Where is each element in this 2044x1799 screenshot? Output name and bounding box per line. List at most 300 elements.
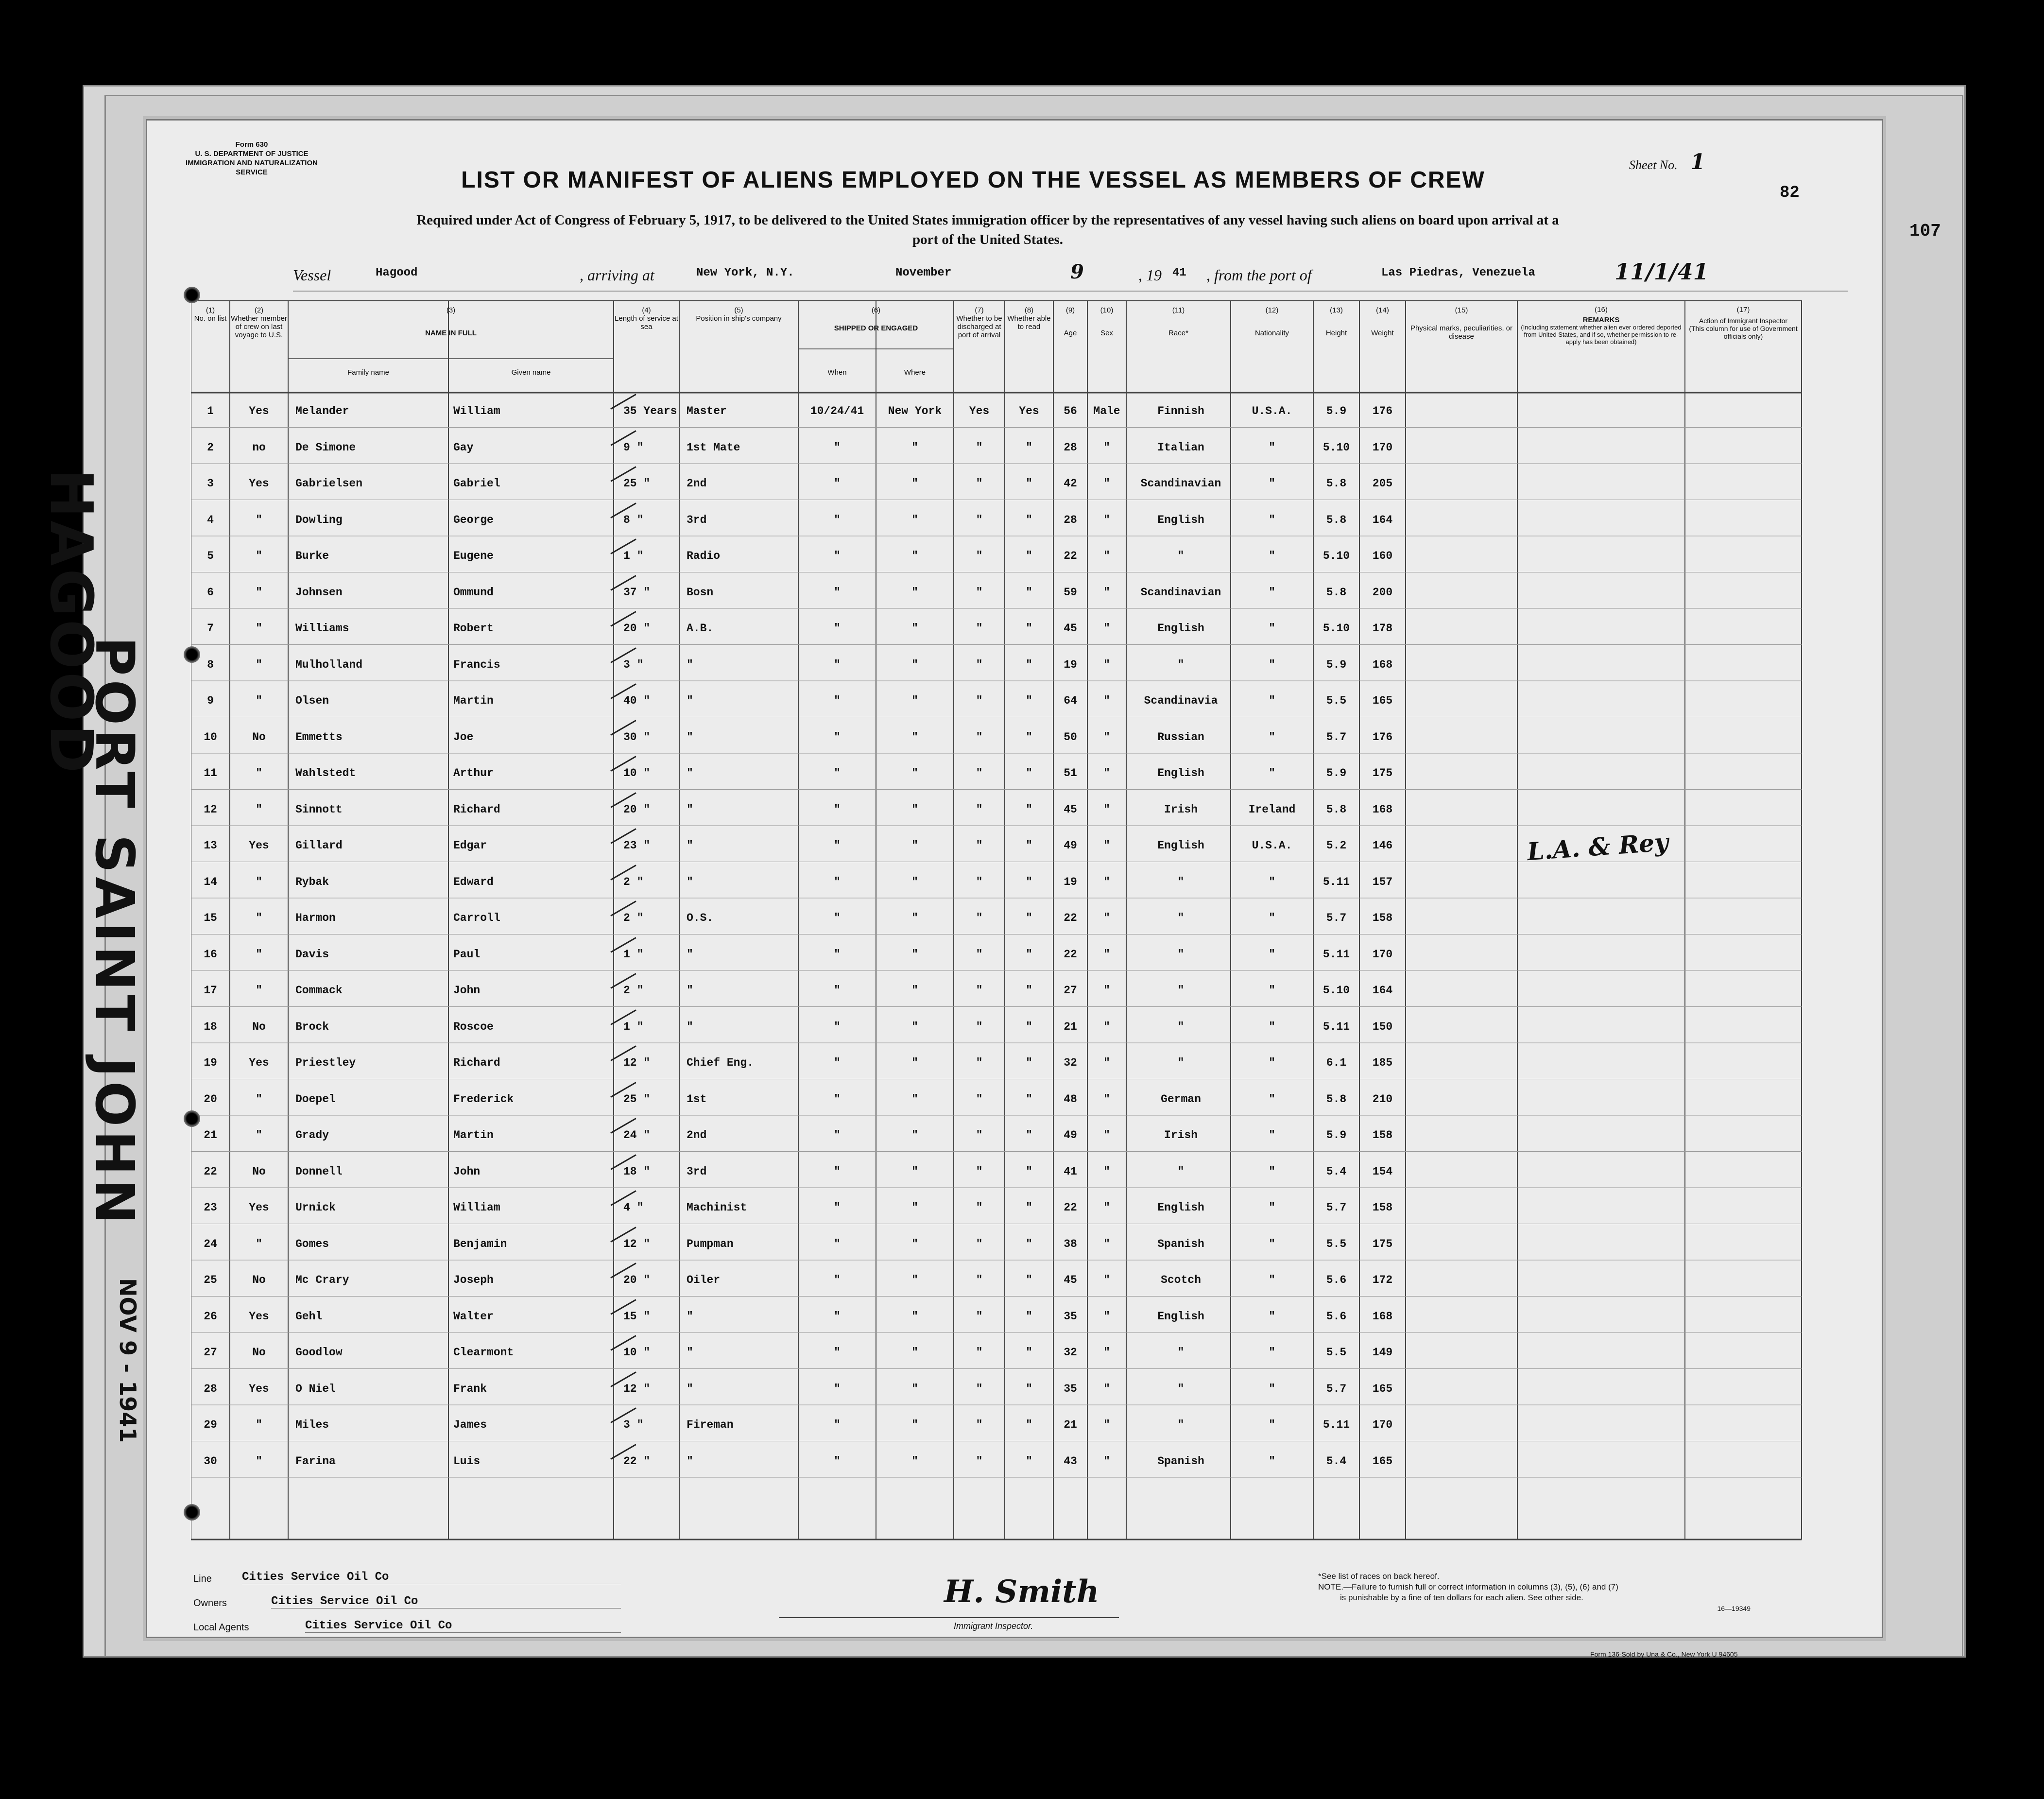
cell-position: 3rd — [687, 1165, 707, 1178]
cell-where: " — [911, 586, 918, 599]
cell-sex: " — [1103, 1454, 1110, 1468]
cell-no: 5 — [207, 550, 214, 562]
cell-nationality: " — [1269, 1092, 1275, 1106]
cell-age: 22 — [1064, 948, 1077, 961]
cell-prev: Yes — [249, 477, 269, 490]
cell-race: English — [1157, 513, 1204, 526]
cell-read: " — [1026, 803, 1032, 816]
cell-no: 28 — [204, 1382, 217, 1395]
arrival-year: 41 — [1172, 266, 1186, 279]
owners-value: Cities Service Oil Co — [271, 1595, 621, 1609]
cell-family: Donnell — [295, 1165, 343, 1178]
cell-given: Edward — [453, 875, 494, 888]
cell-nationality: U.S.A. — [1252, 405, 1292, 417]
cell-read: " — [1026, 1310, 1032, 1323]
cell-weight: 175 — [1372, 1237, 1393, 1250]
cell-discharge: " — [976, 1418, 983, 1431]
from-label: , from the port of — [1206, 266, 1312, 284]
header-previous-voyage: (2) Whether member of crew on last voyage to U.S. — [231, 306, 287, 339]
cell-where: " — [911, 1418, 918, 1431]
cell-age: 35 — [1064, 1310, 1077, 1323]
cell-read: Yes — [1019, 405, 1039, 417]
cell-given: John — [453, 1165, 481, 1178]
signature-line — [779, 1617, 1119, 1618]
header-height: (13) Height — [1325, 306, 1347, 337]
cell-age: 19 — [1064, 875, 1077, 888]
cell-position: Oiler — [687, 1274, 721, 1286]
cell-no: 14 — [204, 875, 217, 888]
cell-prev: No — [252, 730, 266, 744]
cell-height: 5.8 — [1326, 586, 1347, 599]
cell-family: Harmon — [295, 912, 336, 924]
cell-read: " — [1026, 839, 1032, 852]
cell-height: 5.6 — [1326, 1274, 1347, 1286]
cell-age: 45 — [1064, 1274, 1077, 1286]
sheet-number: 1 — [1690, 150, 1705, 174]
vessel-name: Hagood — [376, 266, 418, 279]
cell-when: " — [834, 586, 841, 599]
cell-no: 9 — [207, 694, 214, 707]
cell-sex: Male — [1093, 405, 1120, 417]
cell-where: " — [911, 622, 918, 635]
cell-height: 5.7 — [1326, 912, 1347, 924]
cell-weight: 178 — [1372, 622, 1393, 635]
cell-nationality: " — [1269, 875, 1275, 888]
cell-where: " — [911, 1201, 918, 1214]
year-label: , 19 — [1138, 266, 1162, 284]
cell-height: 5.4 — [1326, 1165, 1347, 1178]
cell-prev: Yes — [249, 1310, 269, 1323]
cell-age: 22 — [1064, 1201, 1077, 1214]
cell-discharge: " — [976, 1346, 983, 1359]
cell-family: De Simone — [295, 441, 356, 454]
cell-race: " — [1177, 1418, 1185, 1431]
cell-given: Gay — [453, 441, 474, 454]
cell-nationality: " — [1269, 1382, 1275, 1395]
cell-sex: " — [1103, 622, 1110, 635]
cell-discharge: " — [976, 513, 983, 526]
cell-discharge: " — [976, 1165, 983, 1178]
cell-race: English — [1157, 839, 1204, 852]
cell-when: " — [834, 1346, 841, 1359]
cell-service: 18 " — [623, 1165, 651, 1178]
cell-discharge: " — [976, 948, 983, 961]
cell-given: Walter — [453, 1310, 494, 1323]
cell-when: " — [834, 1454, 841, 1468]
cell-height: 5.10 — [1323, 984, 1350, 997]
cell-family: Sinnott — [295, 803, 343, 816]
cell-service: 8 " — [623, 513, 644, 526]
cell-discharge: " — [976, 1129, 983, 1142]
cell-when: " — [834, 550, 841, 562]
cell-height: 5.9 — [1326, 1129, 1347, 1142]
cell-family: Mulholland — [295, 658, 363, 671]
cell-read: " — [1026, 1201, 1032, 1214]
cell-nationality: " — [1269, 1237, 1275, 1250]
cell-sex: " — [1103, 1237, 1110, 1250]
cell-service: 24 " — [623, 1129, 651, 1142]
cell-no: 12 — [204, 803, 217, 816]
vessel-label: Vessel — [293, 266, 331, 284]
cell-given: Martin — [453, 694, 494, 707]
cell-discharge: " — [976, 803, 983, 816]
cell-where: " — [911, 875, 918, 888]
cell-service: 1 " — [623, 1020, 644, 1033]
cell-discharge: " — [976, 441, 983, 454]
cell-read: " — [1026, 730, 1032, 744]
header-family-name: Family name — [347, 368, 389, 377]
cell-prev: Yes — [249, 1382, 269, 1395]
cell-where: " — [911, 1129, 918, 1142]
cell-no: 27 — [204, 1346, 217, 1359]
cell-when: 10/24/41 — [810, 405, 864, 417]
cell-where: " — [911, 839, 918, 852]
cell-prev: No — [252, 1020, 266, 1033]
cell-height: 5.9 — [1326, 405, 1347, 417]
header-sex: (10) Sex — [1100, 306, 1114, 337]
cell-height: 5.11 — [1323, 1418, 1350, 1431]
cell-read: " — [1026, 513, 1032, 526]
cell-height: 5.9 — [1326, 658, 1347, 671]
cell-prev: " — [256, 550, 262, 562]
cell-when: " — [834, 1382, 841, 1395]
side-number: 107 — [1909, 221, 1941, 241]
cell-discharge: " — [976, 839, 983, 852]
cell-no: 29 — [204, 1418, 217, 1431]
cell-sex: " — [1103, 1418, 1110, 1431]
cell-height: 5.7 — [1326, 730, 1347, 744]
cell-position: " — [687, 1382, 693, 1395]
cell-race: " — [1177, 1382, 1185, 1395]
cell-race: " — [1177, 948, 1185, 961]
cell-when: " — [834, 694, 841, 707]
cell-age: 28 — [1064, 513, 1077, 526]
cell-family: Mc Crary — [295, 1274, 349, 1286]
cell-given: Martin — [453, 1129, 494, 1142]
cell-discharge: " — [976, 1056, 983, 1069]
cell-prev: " — [256, 1237, 262, 1250]
cell-weight: 205 — [1372, 477, 1393, 490]
line-value: Cities Service Oil Co — [242, 1571, 621, 1584]
header-nationality: (12) Nationality — [1254, 306, 1289, 337]
cell-position: " — [687, 1020, 693, 1033]
cell-race: Russian — [1157, 730, 1204, 744]
footer-notes: *See list of races on back hereof. NOTE.—Failure to furnish full or correct information in columns (3), (5), (6) and (7) is punishable by a fine of ten dollars for each alien. See other side. 16—19349 — [1318, 1572, 1751, 1612]
cell-family: Goodlow — [295, 1346, 343, 1359]
cell-sex: " — [1103, 513, 1110, 526]
cell-race: " — [1177, 1020, 1185, 1033]
cell-family: Farina — [295, 1454, 336, 1468]
cell-race: English — [1157, 1310, 1204, 1323]
cell-where: " — [911, 1382, 918, 1395]
cell-weight: 157 — [1372, 875, 1393, 888]
cell-age: 64 — [1064, 694, 1077, 707]
cell-prev: " — [256, 622, 262, 635]
cell-read: " — [1026, 1346, 1032, 1359]
cell-family: O Niel — [295, 1382, 336, 1395]
cell-no: 23 — [204, 1201, 217, 1214]
cell-when: " — [834, 1310, 841, 1323]
cell-prev: Yes — [249, 1056, 269, 1069]
cell-sex: " — [1103, 441, 1110, 454]
cell-family: Priestley — [295, 1056, 356, 1069]
cell-sex: " — [1103, 694, 1110, 707]
cell-given: Luis — [453, 1454, 481, 1468]
cell-read: " — [1026, 948, 1032, 961]
cell-no: 30 — [204, 1454, 217, 1468]
cell-family: Doepel — [295, 1092, 336, 1106]
cell-family: Williams — [295, 622, 349, 635]
cell-weight: 170 — [1372, 948, 1393, 961]
cell-read: " — [1026, 622, 1032, 635]
origin-port: Las Piedras, Venezuela — [1381, 266, 1535, 279]
cell-no: 13 — [204, 839, 217, 852]
cell-prev: " — [256, 513, 262, 526]
cell-nationality: " — [1269, 1020, 1275, 1033]
cell-age: 48 — [1064, 1092, 1077, 1106]
cell-family: Dowling — [295, 513, 343, 526]
page-title: LIST OR MANIFEST OF ALIENS EMPLOYED ON THE VESSEL AS MEMBERS OF CREW — [461, 167, 1485, 193]
cell-prev: no — [252, 441, 266, 454]
cell-sex: " — [1103, 912, 1110, 924]
cell-sex: " — [1103, 1382, 1110, 1395]
cell-position: " — [687, 1454, 693, 1468]
cell-sex: " — [1103, 948, 1110, 961]
cell-when: " — [834, 730, 841, 744]
handwritten-date: 11/1/41 — [1615, 259, 1709, 285]
cell-service: 15 " — [623, 1310, 651, 1323]
cell-nationality: Ireland — [1248, 803, 1296, 816]
cell-position: Bosn — [687, 586, 714, 599]
cell-sex: " — [1103, 477, 1110, 490]
cell-given: Gabriel — [453, 477, 500, 490]
cell-family: Brock — [295, 1020, 329, 1033]
cell-age: 45 — [1064, 622, 1077, 635]
cell-service: 25 " — [623, 477, 651, 490]
cell-weight: 150 — [1372, 1020, 1393, 1033]
cell-where: " — [911, 1310, 918, 1323]
cell-given: Benjamin — [453, 1237, 507, 1250]
vessel-stamp: HAGOOD — [37, 469, 104, 776]
cell-when: " — [834, 984, 841, 997]
cell-race: " — [1177, 1346, 1185, 1359]
cell-given: John — [453, 984, 481, 997]
cell-race: Spanish — [1157, 1454, 1204, 1468]
cell-family: Gabrielsen — [295, 477, 363, 490]
cell-position: 1st Mate — [687, 441, 740, 454]
cell-family: Davis — [295, 948, 329, 961]
cell-sex: " — [1103, 1201, 1110, 1214]
cell-where: " — [911, 984, 918, 997]
cell-position: " — [687, 694, 693, 707]
cell-discharge: " — [976, 730, 983, 744]
cell-read: " — [1026, 1129, 1032, 1142]
cell-position: Radio — [687, 550, 721, 562]
cell-race: " — [1177, 1056, 1185, 1069]
cell-service: 10 " — [623, 1346, 651, 1359]
cell-discharge: " — [976, 1454, 983, 1468]
cell-read: " — [1026, 477, 1032, 490]
cell-race: Scandinavian — [1140, 586, 1221, 599]
cell-age: 21 — [1064, 1418, 1077, 1431]
cell-prev: Yes — [249, 1201, 269, 1214]
cell-where: " — [911, 1020, 918, 1033]
cell-nationality: " — [1269, 658, 1275, 671]
cell-no: 10 — [204, 730, 217, 744]
cell-nationality: " — [1269, 1056, 1275, 1069]
cell-family: Melander — [295, 405, 349, 417]
cell-no: 25 — [204, 1274, 217, 1286]
cell-height: 5.11 — [1323, 948, 1350, 961]
cell-family: Urnick — [295, 1201, 336, 1214]
cell-discharge: " — [976, 1092, 983, 1106]
cell-service: 2 " — [623, 875, 644, 888]
cell-read: " — [1026, 767, 1032, 779]
cell-discharge: " — [976, 694, 983, 707]
cell-nationality: " — [1269, 550, 1275, 562]
cell-position: Machinist — [687, 1201, 747, 1214]
cell-nationality: " — [1269, 1129, 1275, 1142]
cell-height: 5.8 — [1326, 1092, 1347, 1106]
cell-where: " — [911, 550, 918, 562]
cell-age: 28 — [1064, 441, 1077, 454]
cell-service: 3 " — [623, 1418, 644, 1431]
cell-prev: " — [256, 658, 262, 671]
cell-race: English — [1157, 622, 1204, 635]
cell-age: 49 — [1064, 839, 1077, 852]
cell-position: " — [687, 803, 693, 816]
cell-race: German — [1161, 1092, 1201, 1106]
cell-sex: " — [1103, 1129, 1110, 1142]
cell-height: 5.10 — [1323, 622, 1350, 635]
cell-family: Gomes — [295, 1237, 329, 1250]
cell-age: 32 — [1064, 1346, 1077, 1359]
cell-age: 22 — [1064, 550, 1077, 562]
cell-service: 37 " — [623, 586, 651, 599]
cell-nationality: " — [1269, 1310, 1275, 1323]
cell-service: 20 " — [623, 622, 651, 635]
cell-position: " — [687, 730, 693, 744]
cell-prev: " — [256, 767, 262, 779]
cell-when: " — [834, 1020, 841, 1033]
cell-service: 23 " — [623, 839, 651, 852]
cell-where: New York — [888, 405, 942, 417]
cell-service: 10 " — [623, 767, 651, 779]
cell-sex: " — [1103, 586, 1110, 599]
cell-where: " — [911, 1165, 918, 1178]
cell-weight: 164 — [1372, 513, 1393, 526]
cell-age: 32 — [1064, 1056, 1077, 1069]
cell-given: Carroll — [453, 912, 500, 924]
cell-height: 5.10 — [1323, 550, 1350, 562]
cell-height: 5.5 — [1326, 1346, 1347, 1359]
cell-given: Joe — [453, 730, 474, 744]
vessel-line — [293, 259, 1848, 292]
cell-when: " — [834, 1092, 841, 1106]
page-number: 82 — [1780, 184, 1800, 202]
cell-prev: " — [256, 948, 262, 961]
cell-given: William — [453, 1201, 500, 1214]
cell-position: Chief Eng. — [687, 1056, 754, 1069]
cell-service: 2 " — [623, 912, 644, 924]
cell-prev: " — [256, 984, 262, 997]
cell-read: " — [1026, 441, 1032, 454]
cell-family: Emmetts — [295, 730, 343, 744]
cell-service: 1 " — [623, 550, 644, 562]
cell-height: 5.7 — [1326, 1201, 1347, 1214]
cell-where: " — [911, 1274, 918, 1286]
cell-when: " — [834, 513, 841, 526]
cell-weight: 210 — [1372, 1092, 1393, 1106]
header-inspector-action: (17) Action of Immigrant Inspector (This column for use of Government officials only) — [1689, 306, 1798, 340]
cell-weight: 146 — [1372, 839, 1393, 852]
header-age: (9) Age — [1064, 306, 1077, 337]
header-remarks: (16) REMARKS (Including statement whether alien ever ordered deported from United States, and if so, whether permission to re-apply has been obtained) — [1521, 306, 1682, 346]
cell-no: 4 — [207, 513, 214, 526]
cell-when: " — [834, 875, 841, 888]
form-number: Form 630 — [235, 140, 268, 149]
cell-given: Paul — [453, 948, 481, 961]
cell-prev: No — [252, 1274, 266, 1286]
cell-height: 5.11 — [1323, 875, 1350, 888]
cell-discharge: " — [976, 1020, 983, 1033]
cell-when: " — [834, 441, 841, 454]
cell-nationality: " — [1269, 1454, 1275, 1468]
cell-prev: " — [256, 586, 262, 599]
cell-nationality: " — [1269, 513, 1275, 526]
cell-given: Arthur — [453, 767, 494, 779]
cell-where: " — [911, 912, 918, 924]
cell-height: 5.4 — [1326, 1454, 1347, 1468]
cell-prev: No — [252, 1346, 266, 1359]
cell-prev: Yes — [249, 405, 269, 417]
cell-when: " — [834, 1201, 841, 1214]
cell-weight: 200 — [1372, 586, 1393, 599]
header-no-on-list: (1) No. on list — [194, 306, 227, 323]
cell-discharge: " — [976, 984, 983, 997]
port-stamp: PORT SAINT JOHN — [84, 637, 146, 1228]
cell-discharge: " — [976, 550, 983, 562]
cell-height: 6.1 — [1326, 1056, 1347, 1069]
cell-where: " — [911, 441, 918, 454]
cell-given: Richard — [453, 1056, 500, 1069]
cell-prev: " — [256, 1129, 262, 1142]
cell-nationality: " — [1269, 1201, 1275, 1214]
header-shipped-engaged: (6) SHIPPED OR ENGAGED — [834, 306, 918, 332]
cell-given: George — [453, 513, 494, 526]
cell-discharge: Yes — [969, 405, 990, 417]
cell-family: Commack — [295, 984, 343, 997]
cell-where: " — [911, 1056, 918, 1069]
footer-line: Line Cities Service Oil Co — [193, 1574, 631, 1585]
cell-family: Gehl — [295, 1310, 323, 1323]
cell-read: " — [1026, 1092, 1032, 1106]
cell-age: 38 — [1064, 1237, 1077, 1250]
cell-race: Scandinavian — [1140, 477, 1221, 490]
cell-position: " — [687, 839, 693, 852]
cell-position: " — [687, 984, 693, 997]
cell-when: " — [834, 803, 841, 816]
cell-nationality: " — [1269, 622, 1275, 635]
cell-sex: " — [1103, 875, 1110, 888]
cell-service: 25 " — [623, 1092, 651, 1106]
cell-age: 35 — [1064, 1382, 1077, 1395]
cell-no: 11 — [204, 767, 217, 779]
punch-hole — [184, 1504, 200, 1521]
cell-nationality: " — [1269, 730, 1275, 744]
cell-height: 5.7 — [1326, 1382, 1347, 1395]
cell-family: Wahlstedt — [295, 767, 356, 779]
